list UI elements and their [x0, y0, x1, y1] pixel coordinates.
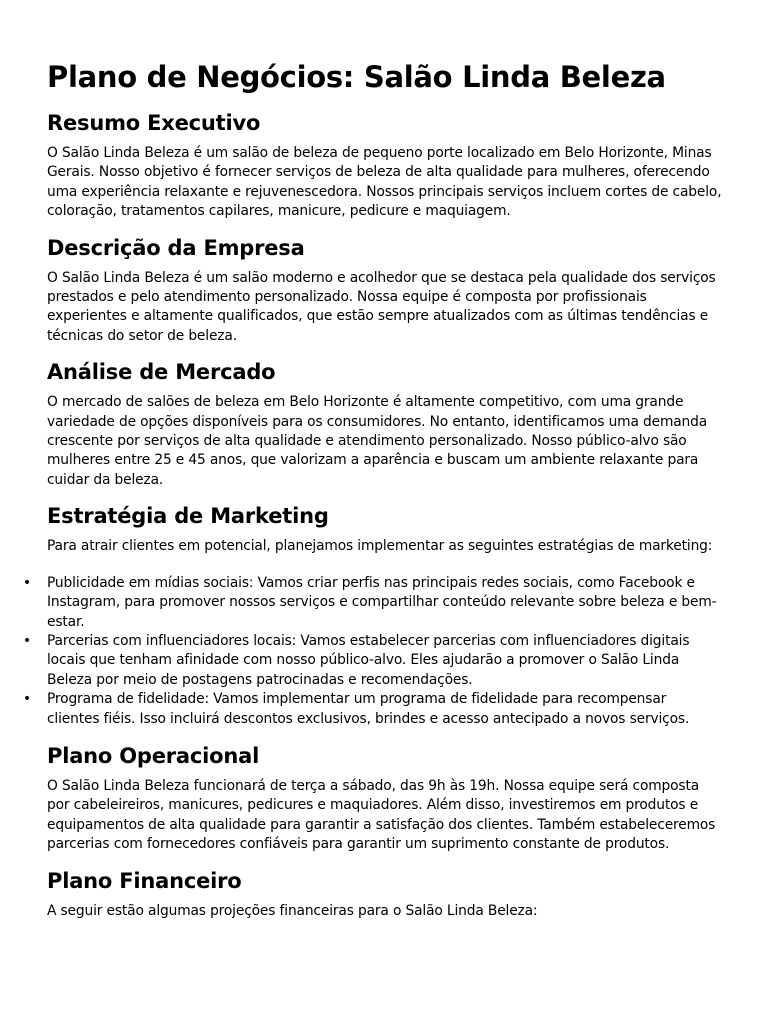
- section-heading: Plano Operacional: [47, 743, 260, 768]
- list-item-text: Parcerias com influenciadores locais: Vamos estabelecer parcerias com influenciadores digitais locais que tenham afinidade com nosso público-alvo. Eles ajudarão a promover o Salão Linda Beleza por meio de postagens patrocinadas e recomendações.: [47, 632, 690, 688]
- bullet-icon: •: [23, 574, 31, 591]
- section-plano-financeiro: [47, 867, 722, 921]
- section-resumo-executivo: [47, 109, 722, 222]
- section-heading: Resumo Executivo: [47, 111, 261, 135]
- list-item: [23, 574, 722, 632]
- section-paragraph: O Salão Linda Beleza funcionará de terça a sábado, das 9h às 19h. Nossa equipe será composta por cabeleireiros, manicures, pedicures e maquiadores. Além disso, investiremos em produtos e equipamentos de alta qualidade para garantir a satisfação dos clientes. Também estabeleceremos parcerias com fornecedores confiáveis para garantir um suprimento constante de produtos.: [47, 777, 716, 853]
- marketing-list: [23, 574, 722, 729]
- section-paragraph: Para atrair clientes em potencial, planejamos implementar as seguintes estratégias de marketing:: [47, 538, 713, 555]
- section-heading: Plano Financeiro: [47, 868, 242, 893]
- document-title: Plano de Negócios: Salão Linda Beleza: [47, 60, 666, 94]
- section-estrategia-marketing: [23, 502, 722, 729]
- section-paragraph: O Salão Linda Beleza é um salão moderno e acolhedor que se destaca pela qualidade dos serviços prestados e pelo atendimento personalizado. Nossa equipe é composta por profissionais experientes e altamente qualificados, que estão sempre atualizados com as últimas tendências e técnicas do setor de beleza.: [47, 269, 716, 344]
- section-paragraph: O mercado de salões de beleza em Belo Horizonte é altamente competitivo, com uma grande variedade de opções disponíveis para os consumidores. No entanto, identificamos uma demanda crescente por serviços de alta qualidade e atendimento personalizado. Nosso público-alvo são mulheres entre 25 e 45 anos, que valorizam a aparência e buscam um ambiente relaxante para cuidar da beleza.: [47, 394, 708, 488]
- section-paragraph: O Salão Linda Beleza é um salão de beleza de pequeno porte localizado em Belo Horizonte, Minas Gerais. Nosso objetivo é fornecer serviços de beleza de alta qualidade para mulheres, oferecendo uma experiência relaxante e rejuvenescedora. Nossos principais serviços incluem cortes de cabelo, coloração, tratamentos capilares, manicure, pedicure e maquiagem.: [47, 145, 722, 220]
- section-heading: Estratégia de Marketing: [47, 504, 329, 529]
- section-plano-operacional: [47, 742, 722, 855]
- section-descricao-empresa: [47, 234, 722, 347]
- section-heading: Análise de Mercado: [47, 360, 276, 385]
- section-paragraph: A seguir estão algumas projeções financeiras para o Salão Linda Beleza:: [47, 902, 538, 919]
- list-item-text: Publicidade em mídias sociais: Vamos criar perfis nas principais redes sociais, como Facebook e Instagram, para promover nossos serviços e compartilhar conteúdo relevante sobre beleza e bem-estar.: [47, 574, 717, 630]
- list-item-text: Programa de fidelidade: Vamos implementar um programa de fidelidade para recompensar clientes fiéis. Isso incluirá descontos exclusivos, brindes e acesso antecipado a novos serviços.: [47, 691, 690, 727]
- section-analise-mercado: [47, 358, 722, 490]
- bullet-icon: •: [23, 632, 31, 649]
- list-item: [23, 690, 722, 729]
- bullet-icon: •: [23, 691, 31, 708]
- list-item: [23, 632, 722, 690]
- section-heading: Descrição da Empresa: [47, 235, 305, 260]
